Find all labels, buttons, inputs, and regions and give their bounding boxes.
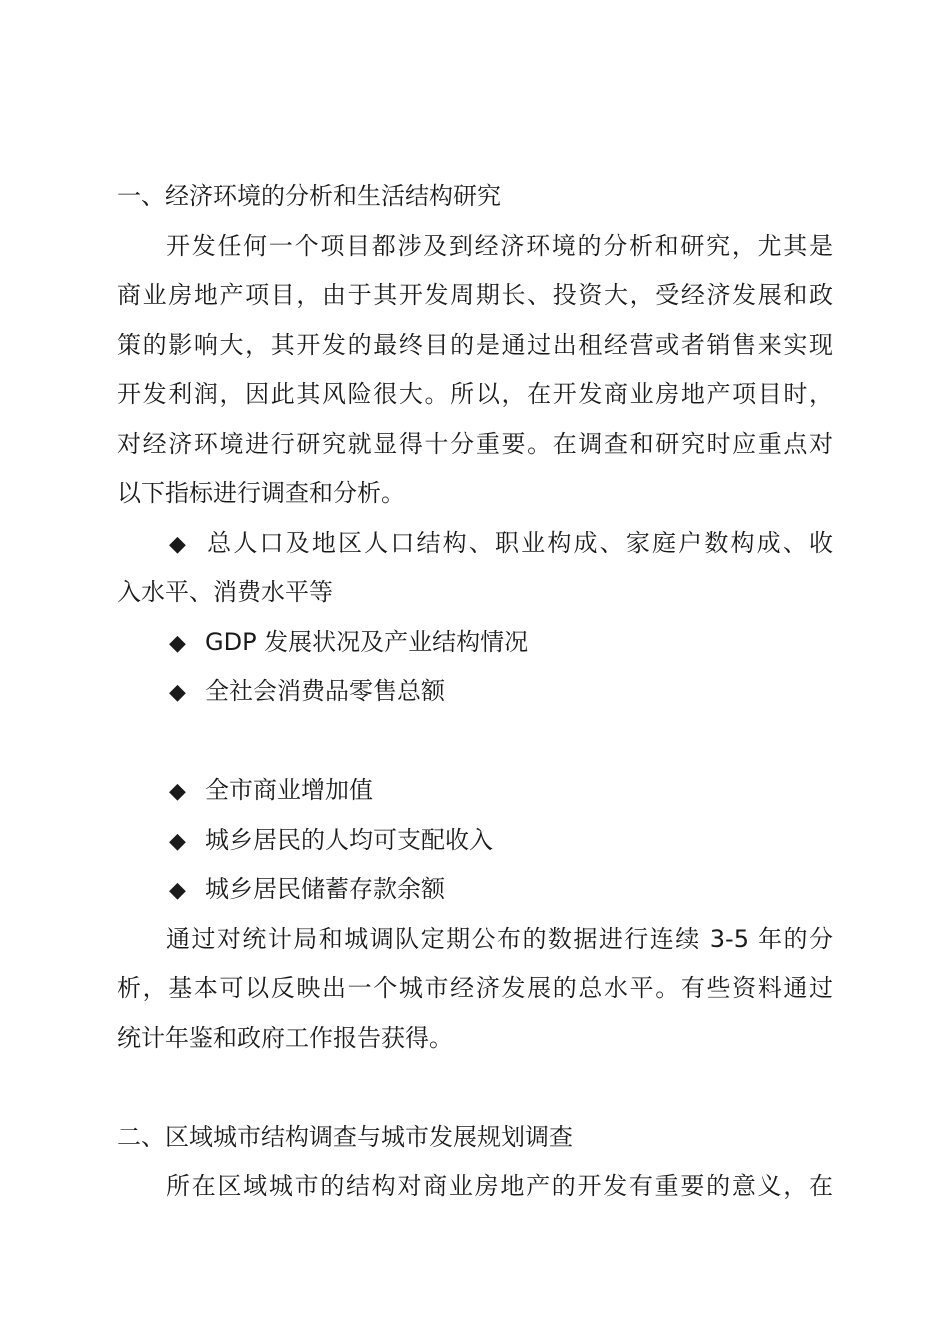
paragraph-line: 析，基本可以反映出一个城市经济发展的总水平。有些资料通过 [117,974,833,1002]
bullet-item [117,766,833,816]
diamond-bullet-icon: ◆ [169,878,186,903]
diamond-bullet-icon: ◆ [169,531,186,557]
blank-line [117,1063,833,1113]
paragraph-line: 开发任何一个项目都涉及到经济环境的分析和研究，尤其是 [166,231,833,260]
diamond-bullet-icon: ◆ [169,828,186,854]
bullet-item [117,667,833,717]
bullet-text: GDP 发展状况及产业结构情况 [205,627,529,656]
bullet-continuation: 入水平、消费水平等 [117,578,333,606]
paragraph-line: 策的影响大，其开发的最终目的是通过出租经营或者销售来实现 [117,330,833,359]
bullet-item [117,865,833,915]
paragraph-line: 所在区域城市的结构对商业房地产的开发有重要的意义，在 [166,1172,833,1200]
paragraph-line: 商业房地产项目，由于其开发周期长、投资大，受经济发展和政 [117,281,833,309]
bullet-text: 全市商业增加值 [205,776,373,804]
bullet-item [117,618,833,668]
bullet-text: 总人口及地区人口结构、职业构成、家庭户数构成、收 [205,528,833,557]
paragraph-line: 通过对统计局和城调队定期公布的数据进行连续 3-5 年的分 [166,924,833,953]
diamond-bullet-icon: ◆ [169,630,186,656]
paragraph-line: 以下指标进行调查和分析。 [117,479,405,507]
diamond-bullet-icon: ◆ [169,779,186,804]
bullet-item [117,519,833,569]
bullet-text: 城乡居民储蓄存款余额 [205,875,445,903]
blank-line [117,717,833,767]
section2-heading: 二、区域城市结构调查与城市发展规划调查 [117,1122,573,1151]
paragraph-line: 对经济环境进行研究就显得十分重要。在调查和研究时应重点对 [117,429,833,458]
paragraph-line: 开发利润，因此其风险很大。所以，在开发商业房地产项目时， [117,380,833,408]
section1-heading: 一、经济环境的分析和生活结构研究 [117,182,501,210]
bullet-item [117,816,833,866]
paragraph-line: 统计年鉴和政府工作报告获得。 [117,1023,453,1052]
bullet-text: 全社会消费品零售总额 [205,677,445,705]
diamond-bullet-icon: ◆ [169,680,186,705]
document-page [117,172,833,1212]
bullet-text: 城乡居民的人均可支配收入 [205,825,493,854]
